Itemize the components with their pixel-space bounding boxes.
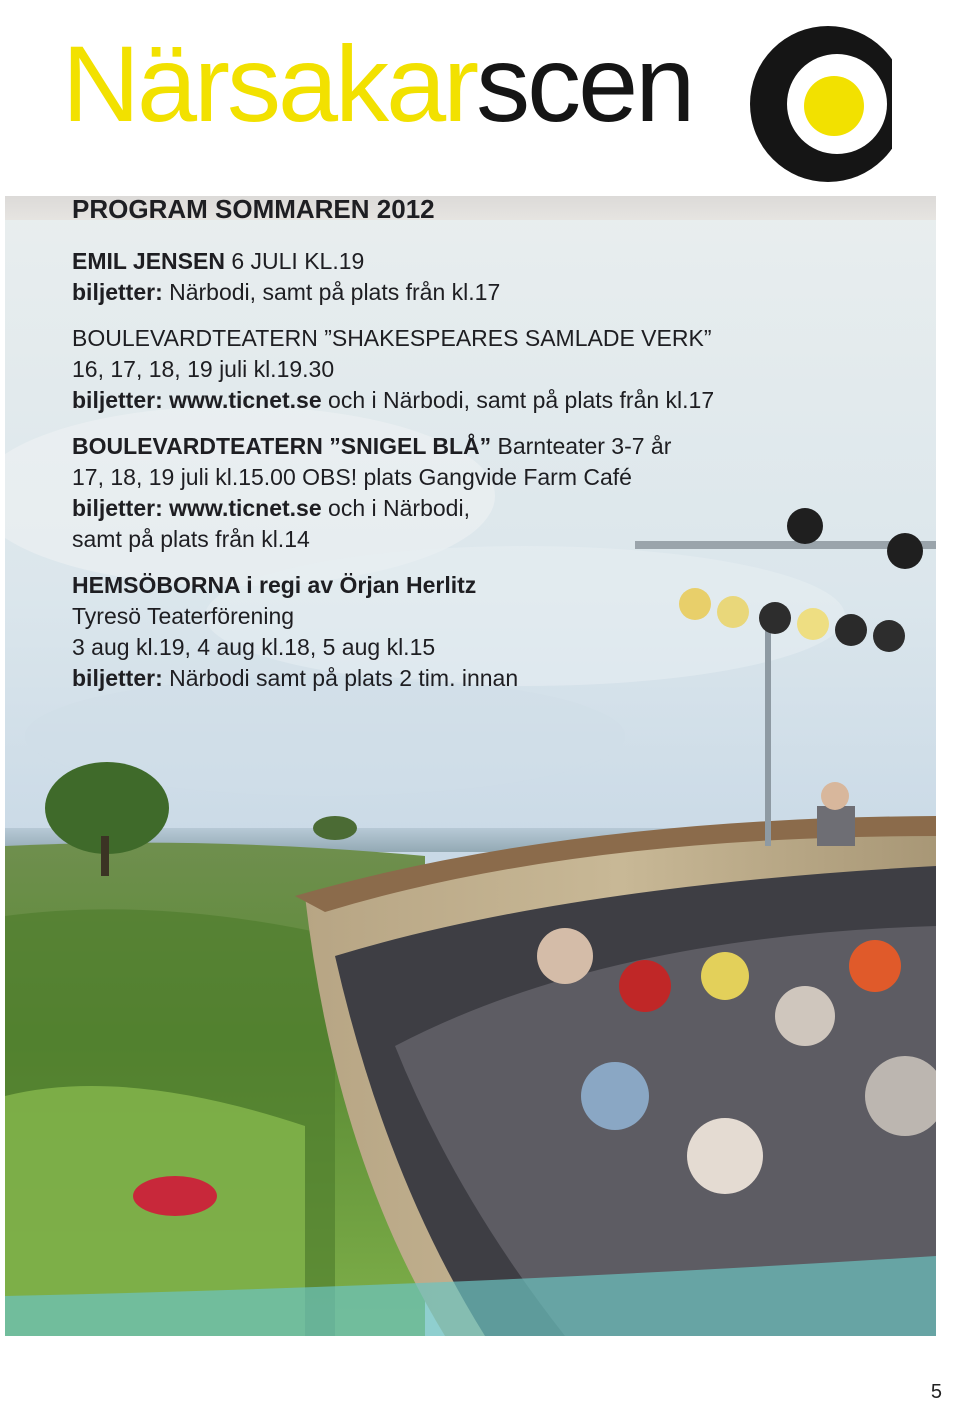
- logo: [62, 18, 892, 193]
- event-1-tickets-text: Närbodi, samt på plats från kl.17: [169, 279, 501, 305]
- logo-wordmark-yellow: Närsakar: [62, 23, 477, 144]
- event-3-tickets: [72, 493, 872, 524]
- program-text: [72, 196, 872, 694]
- event-3-tickets-text-2: samt på plats från kl.14: [72, 526, 310, 552]
- logo-wordmark: [62, 23, 693, 144]
- event-4-tickets-label: biljetter:: [72, 665, 163, 691]
- event-3-subtitle: Barnteater 3-7 år: [497, 433, 672, 459]
- event-3-dates: 17, 18, 19 juli kl.15.00 OBS! plats Gangvide Farm Café: [72, 464, 632, 490]
- program-heading: PROGRAM SOMMAREN 2012: [72, 196, 435, 224]
- event-4-company: Tyresö Teaterförening: [72, 603, 295, 629]
- event-2-title: BOULEVARDTEATERN ”SHAKESPEARES SAMLADE VERK”: [72, 325, 712, 351]
- event-1-tickets-label: biljetter:: [72, 279, 163, 305]
- event-2-tickets-label: biljetter: www.ticnet.se: [72, 387, 322, 413]
- event-1-title-line: [72, 246, 872, 277]
- event-4-title: HEMSÖBORNA i regi av Örjan Herlitz: [72, 572, 477, 598]
- event-3-tickets-text: och i Närbodi,: [328, 495, 470, 521]
- event-4-tickets-text: Närbodi samt på plats 2 tim. innan: [169, 665, 519, 691]
- event-2-tickets: [72, 385, 872, 416]
- page-number: 5: [930, 1381, 942, 1403]
- event-1-date: 6 JULI KL.19: [231, 248, 365, 274]
- event-2-tickets-text: och i Närbodi, samt på plats från kl.17: [328, 387, 715, 413]
- event-4-dates: 3 aug kl.19, 4 aug kl.18, 5 aug kl.15: [72, 634, 436, 660]
- event-4-tickets: [72, 663, 872, 694]
- event-2-dates: 16, 17, 18, 19 juli kl.19.30: [72, 356, 335, 382]
- moon-icon: [742, 18, 892, 188]
- event-1-title: EMIL JENSEN: [72, 248, 225, 274]
- poster-photo: [5, 196, 936, 1336]
- event-3-title: BOULEVARDTEATERN ”SNIGEL BLÅ”: [72, 433, 492, 459]
- event-1-tickets: [72, 277, 872, 308]
- event-3-title-line: [72, 431, 872, 462]
- event-3-tickets-label: biljetter: www.ticnet.se: [72, 495, 322, 521]
- logo-wordmark-black: scen: [476, 23, 693, 144]
